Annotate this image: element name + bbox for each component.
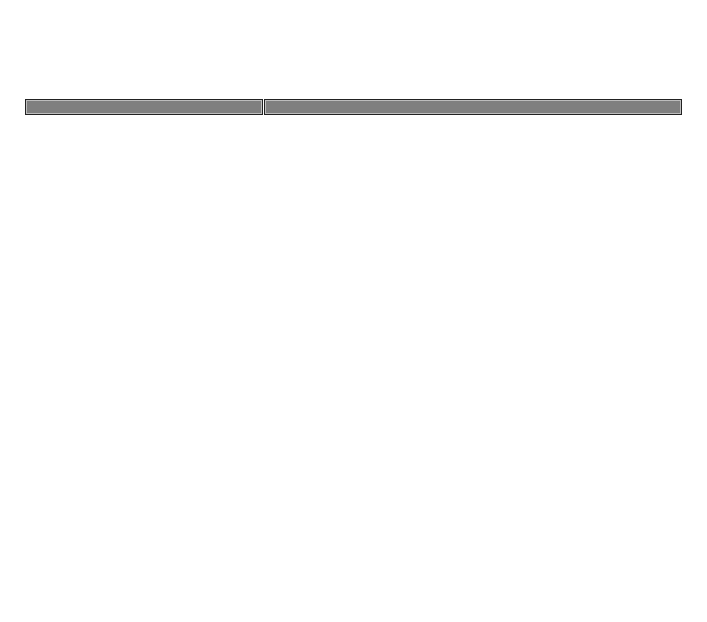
header-account (25, 99, 263, 115)
header-amount (264, 99, 682, 115)
